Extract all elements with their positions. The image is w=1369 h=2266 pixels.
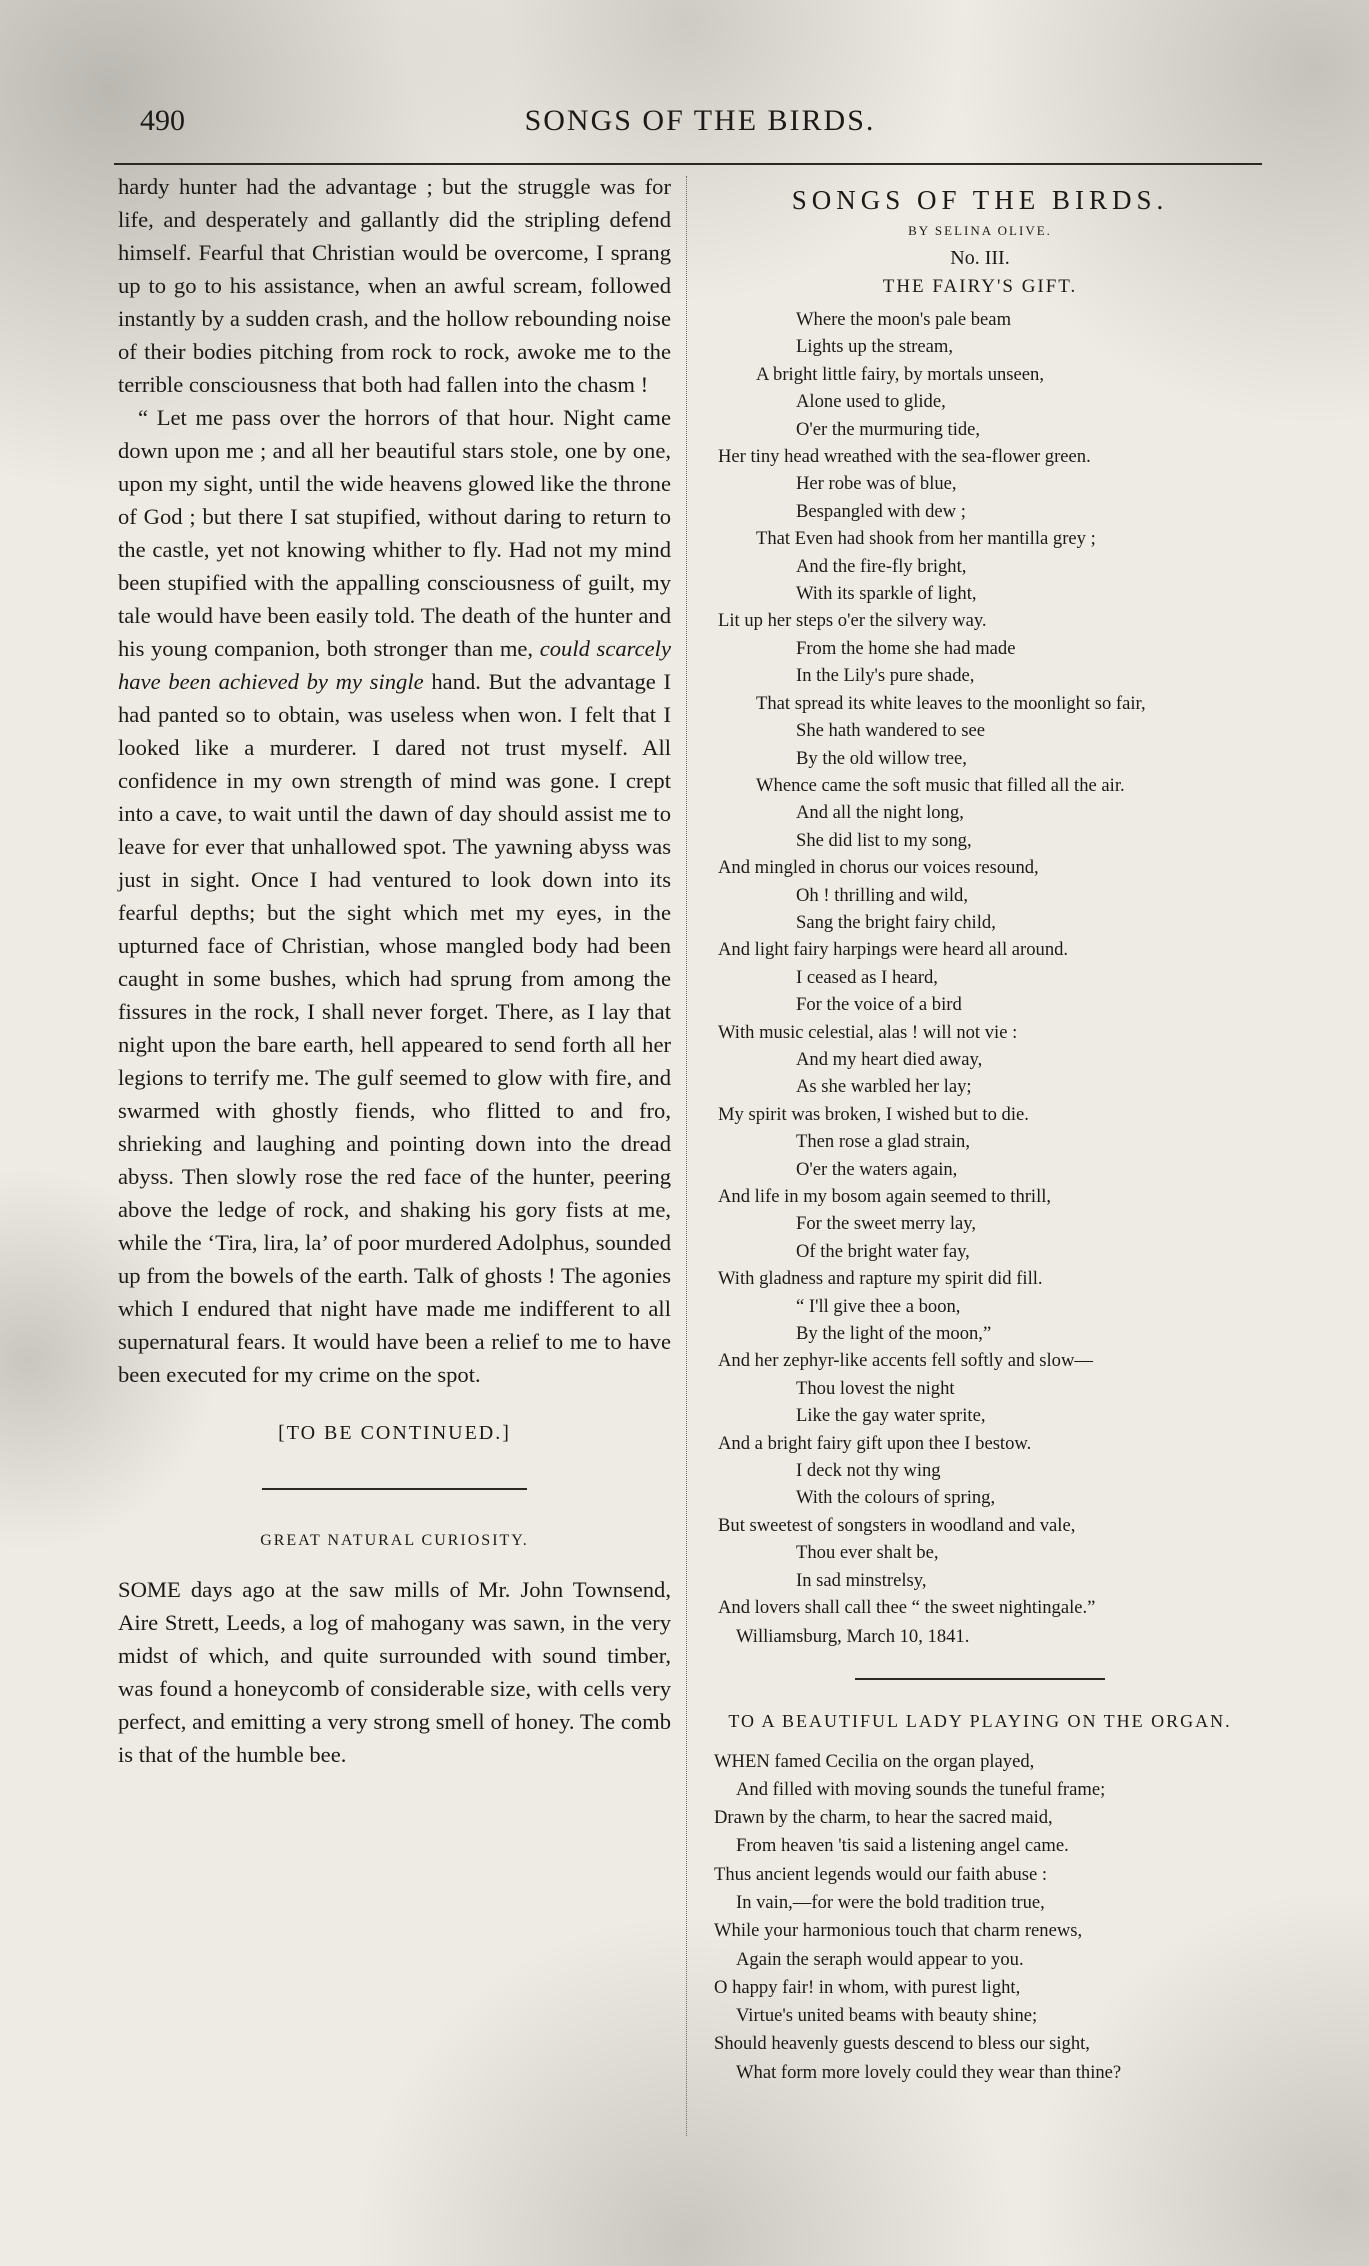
page-number: 490 <box>140 104 185 137</box>
verse-line: I deck not thy wing <box>796 1460 941 1482</box>
story-paragraph-2-part-1: “ Let me pass over the horrors of that hour. Night came down upon me ; and all her beautiful stars stole, one by one, upon my sight, until the wide heavens glowed like the throne of God ; but there I sat stupified, without daring to return to the castle, yet not knowing whither to fly. Had not my mind been stupified with the appalling consciousness of guilt, my tale would have been easily told. The death of the hunter and his young companion, both stronger than me, <box>118 405 671 661</box>
verse-line: Drawn by the charm, to hear the sacred maid, <box>714 1807 1053 1829</box>
poem-subtitle: THE FAIRY'S GIFT. <box>882 276 1078 297</box>
verse-line: With its sparkle of light, <box>796 583 977 605</box>
story-paragraph-2-part-2: hand. But the advantage I had panted so to obtain, was useless when won. I felt that I looked like a murderer. I dared not trust myself. All confidence in my own strength of mind was gone. I crept into a cave, to wait until the dawn of day should assist me to leave for ever that unhallowed spot. The yawning abyss was just in sight. Once I had ventured to look down into its fearful depths; but the sight which met my eyes, in the upturned face of Christian, whose mangled body had been caught in some bushes, which had sprung from among the fissures in the rock, I shall never forget. There, as I lay that night upon the bare earth, hell appeared to send forth all her legions to terrify me. The gulf seemed to glow with fire, and swarmed with ghostly fiends, who flitted to and fro, shrieking and laughing and pointing down into the dread abyss. Then slowly rose the red face of the hunter, peering above the ledge of rock, and shaking his gory fists at me, while the ‘Tira, lira, la’ of poor murdered Adolphus, sounded up from the bowels of the earth. Talk of ghosts ! The agonies which I endured that night have made me indifferent to all supernatural fears. It would have been a relief to me to have been executed for my crime on the spot. <box>118 669 671 1387</box>
verse-line: Bespangled with dew ; <box>796 500 966 522</box>
verse-line: O'er the murmuring tide, <box>796 418 981 440</box>
verse-line: Should heavenly guests descend to bless our sight, <box>714 2033 1090 2055</box>
poem-separator-rule <box>855 1678 1105 1680</box>
verse-line: With gladness and rapture my spirit did fill. <box>718 1268 1043 1290</box>
verse-line: But sweetest of songsters in woodland and vale, <box>718 1514 1076 1536</box>
verse-line: In vain,—for were the bold tradition true, <box>736 1891 1045 1913</box>
verse-line: O'er the waters again, <box>796 1158 958 1180</box>
verse-line: With music celestial, alas ! will not vie : <box>718 1021 1018 1043</box>
verse-line: WHEN famed Cecilia on the organ played, <box>714 1750 1035 1772</box>
story-paragraph-1: hardy hunter had the advantage ; but the struggle was for life, and desperately and gallantly did the stripling defend himself. Fearful that Christian would be overcome, I sprang up to go to his assistance, when an awful scream, followed instantly by a sudden crash, and the hollow rebounding noise of their bodies pitching from rock to rock, awoke me to the terrible consciousness that both had fallen into the chasm ! <box>118 174 671 397</box>
to-be-continued: [TO BE CONTINUED.] <box>278 1422 511 1444</box>
column-divider <box>686 176 687 2136</box>
poem-byline: BY SELINA OLIVE. <box>908 223 1052 238</box>
verse-line: Then rose a glad strain, <box>796 1131 970 1153</box>
verse-line: And mingled in chorus our voices resound, <box>718 857 1039 879</box>
verse-line: “ I'll give thee a boon, <box>796 1295 961 1317</box>
poem-number: No. III. <box>950 247 1010 269</box>
verse-line: What form more lovely could they wear than thine? <box>736 2061 1122 2083</box>
curiosity-paragraph: SOME days ago at the saw mills of Mr. John Townsend, Aire Strett, Leeds, a log of mahogany was sawn, in the very midst of which, and quite surrounded with sound timber, was found a honeycomb of considerable size, with cells very perfect, and emitting a very strong smell of honey. The comb is that of the humble bee. <box>118 1577 671 1767</box>
verse-line: Again the seraph would appear to you. <box>736 1948 1024 1970</box>
verse-line: Alone used to glide, <box>796 391 946 413</box>
header-rule <box>114 163 1262 165</box>
verse-line: Where the moon's pale beam <box>796 309 1012 330</box>
verse-line: From heaven 'tis said a listening angel came. <box>736 1835 1069 1857</box>
poem-dateline: Williamsburg, March 10, 1841. <box>736 1625 970 1647</box>
verse-line: In the Lily's pure shade, <box>796 665 975 687</box>
verse-line: She hath wandered to see <box>796 720 985 742</box>
verse-line: Whence came the soft music that filled all the air. <box>756 774 1125 796</box>
verse-line: Thou ever shalt be, <box>796 1542 939 1564</box>
verse-line: Sang the bright fairy child, <box>796 911 996 933</box>
verse-line: Lights up the stream, <box>796 336 953 358</box>
fairys-gift-verse <box>700 306 1260 1622</box>
verse-line: A bright little fairy, by mortals unseen, <box>756 363 1044 385</box>
verse-line: I ceased as I heard, <box>796 966 938 988</box>
verse-line: And lovers shall call thee “ the sweet nightingale.” <box>718 1597 1096 1619</box>
verse-line: Of the bright water fay, <box>796 1240 970 1262</box>
verse-line: And her zephyr-like accents fell softly and slow— <box>718 1350 1093 1372</box>
verse-line: My spirit was broken, I wished but to die. <box>718 1103 1029 1125</box>
verse-line: For the voice of a bird <box>796 994 962 1016</box>
verse-line: And all the night long, <box>796 802 964 824</box>
story-paragraph-2 <box>118 401 671 1391</box>
section-rule <box>262 1488 527 1490</box>
verse-line: For the sweet merry lay, <box>796 1213 977 1235</box>
verse-line: While your harmonious touch that charm renews, <box>714 1920 1083 1942</box>
verse-line: And my heart died away, <box>796 1048 983 1070</box>
verse-line: And filled with moving sounds the tuneful frame; <box>736 1778 1106 1800</box>
verse-line: As she warbled her lay; <box>796 1076 972 1098</box>
verse-line: Her robe was of blue, <box>796 473 957 495</box>
verse-line: She did list to my song, <box>796 829 972 851</box>
verse-line: Like the gay water sprite, <box>796 1405 986 1427</box>
verse-line: Oh ! thrilling and wild, <box>796 884 968 906</box>
verse-line: And a bright fairy gift upon thee I bestow. <box>718 1432 1032 1454</box>
verse-line: And life in my bosom again seemed to thrill, <box>718 1186 1052 1207</box>
verse-line: That Even had shook from her mantilla grey ; <box>756 528 1096 550</box>
verse-line: Virtue's united beams with beauty shine; <box>736 2005 1038 2027</box>
running-head <box>140 104 1260 144</box>
verse-line: Her tiny head wreathed with the sea-flower green. <box>718 446 1091 468</box>
verse-line: O happy fair! in whom, with purest light, <box>714 1976 1021 1998</box>
story-paragraph-2-italic: could scarcely have been achieved by my single <box>118 636 671 694</box>
curiosity-heading: GREAT NATURAL CURIOSITY. <box>260 1532 529 1549</box>
right-column <box>700 182 1260 2087</box>
verse-line: And light fairy harpings were heard all around. <box>718 939 1069 961</box>
organ-poem-title: TO A BEAUTIFUL LADY PLAYING ON THE ORGAN. <box>728 1710 1232 1731</box>
running-title: SONGS OF THE BIRDS. <box>524 104 876 137</box>
verse-line: By the light of the moon,” <box>796 1323 992 1345</box>
poem-title: SONGS OF THE BIRDS. <box>791 185 1169 215</box>
verse-line: Thou lovest the night <box>796 1377 955 1399</box>
verse-line: From the home she had made <box>796 637 1016 659</box>
verse-line: In sad minstrelsy, <box>796 1569 927 1591</box>
organ-poem-verse <box>700 1748 1260 2088</box>
left-column <box>118 170 671 1771</box>
verse-line: Lit up her steps o'er the silvery way. <box>718 610 987 632</box>
verse-line: By the old willow tree, <box>796 747 967 769</box>
verse-line: With the colours of spring, <box>796 1487 996 1509</box>
verse-line: Thus ancient legends would our faith abuse : <box>714 1863 1048 1885</box>
verse-line: That spread its white leaves to the moonlight so fair, <box>756 692 1146 714</box>
verse-line: And the fire-fly bright, <box>796 555 967 577</box>
